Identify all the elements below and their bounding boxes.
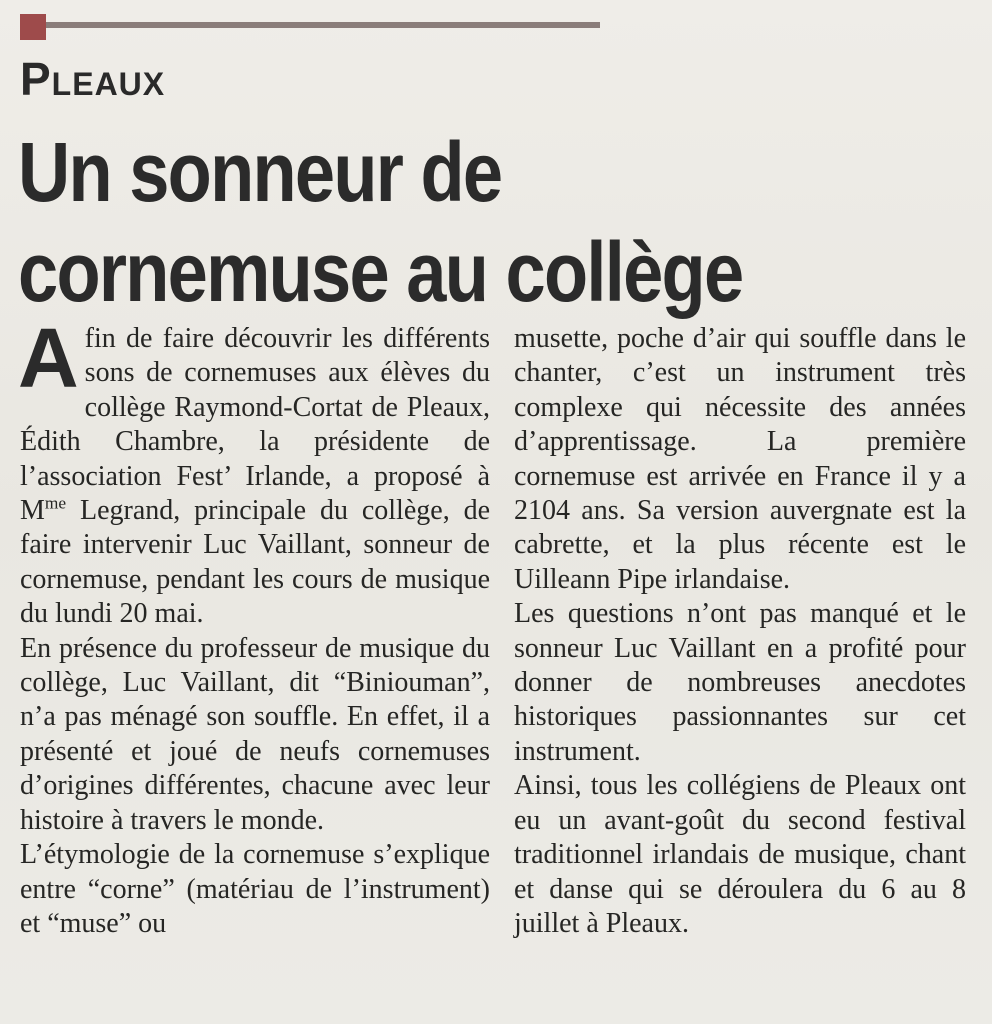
paragraph-1-superscript: me (44, 493, 67, 513)
section-kicker: Pleaux (20, 53, 166, 105)
paragraph-4: musette, poche d’air qui souffle dans le chanter, c’est un instrument très complexe qui nécessite des années d’apprentissage. La première cornemuse est arrivée en France il y a 2104 ans. Sa version auvergnate est la cabrette, et la plus récente est le Uilleann Pipe irlandaise. (514, 323, 966, 595)
article-column-left (18, 311, 490, 941)
paragraph-1-lead: fin de faire découvrir les différents sons de cornemuses aux élèves du collège Raymond-Cortat de Pleaux, Édith Chambre, la présidente de l’association Fest’ Irlande, a proposé à M (20, 323, 490, 527)
header-rule (20, 22, 600, 28)
paragraph-5: Les questions n’ont pas manqué et le sonneur Luc Vaillant en a profité pour donner de nombreuses anecdotes historiques passionnantes sur cet instrument. (514, 598, 966, 767)
paragraph-1-rest: Legrand, principale du collège, de faire intervenir Luc Vaillant, sonneur de cornemuse, pendant les cours de musique du lundi 20 mai. (20, 495, 490, 630)
drop-cap: A (18, 311, 79, 405)
headline-line-1: Un sonneur de (18, 125, 502, 219)
header-accent-square (20, 14, 46, 40)
paragraph-2: En présence du professeur de musique du collège, Luc Vaillant, dit “Biniouman”, n’a pas ménagé son souffle. En effet, il a présenté et joué de neufs cornemuses d’origines différentes, chacune avec leur histoire à travers le monde. (20, 632, 490, 836)
article-headline (18, 122, 844, 322)
paragraph-3: L’étymologie de la cornemuse s’explique entre “corne” (matériau de l’instrument) et “muse” ou (20, 839, 490, 939)
article-column-right (514, 322, 966, 941)
paragraph-6: Ainsi, tous les collégiens de Pleaux ont eu un avant-goût du second festival traditionnel irlandais de musique, chant et danse qui se déroulera du 6 au 8 juillet à Pleaux. (514, 770, 966, 939)
paragraph-1 (18, 311, 490, 632)
headline-line-2: cornemuse au collège (18, 225, 743, 319)
